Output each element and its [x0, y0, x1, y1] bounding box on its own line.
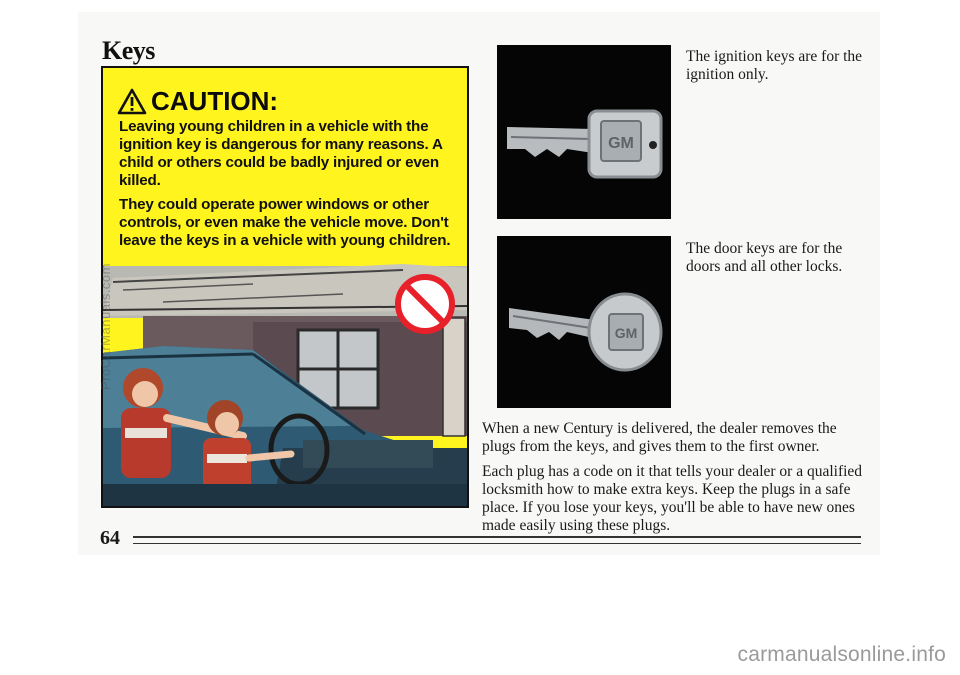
section-title: Keys	[102, 36, 155, 65]
ignition-key-caption: The ignition keys are for the ignition only.	[686, 48, 863, 83]
body-paragraph: Each plug has a code on it that tells your dealer or a qualified locksmith how to make extra keys. Keep the plugs in a safe place. If you lose your keys, you'll be able to have new ones made easily using these plugs.	[482, 463, 863, 534]
caution-heading: CAUTION:	[151, 86, 279, 116]
door-key-photo	[497, 236, 671, 408]
warning-triangle-icon	[117, 88, 147, 115]
footer-rule	[133, 536, 861, 544]
ignition-key-icon	[497, 45, 671, 219]
key-logo: GM	[608, 135, 634, 152]
prohibition-sign-icon	[398, 277, 452, 331]
page-number: 64	[100, 527, 120, 549]
caution-box	[101, 66, 469, 508]
caution-text	[119, 118, 459, 256]
key-logo: GM	[614, 325, 638, 341]
children-in-car-illustration	[103, 258, 467, 506]
door-key-icon	[497, 236, 671, 408]
ignition-key-photo	[497, 45, 671, 219]
door-key-caption: The door keys are for the doors and all other locks.	[686, 240, 843, 275]
caution-paragraph: They could operate power windows or other controls, or even make the vehicle move. Don't leave the keys in a vehicle with young children.	[119, 196, 451, 249]
caution-header	[117, 86, 278, 117]
side-watermark: ProCarManuals.com	[98, 263, 113, 390]
caution-paragraph: Leaving young children in a vehicle with the ignition key is dangerous for many reasons. A child or others could be badly injured or even killed.	[119, 118, 443, 189]
body-paragraph: When a new Century is delivered, the dealer removes the plugs from the keys, and gives them to the first owner.	[482, 420, 837, 455]
plugs-body-text	[482, 420, 870, 542]
corner-watermark: carmanualsonline.info	[737, 643, 946, 666]
